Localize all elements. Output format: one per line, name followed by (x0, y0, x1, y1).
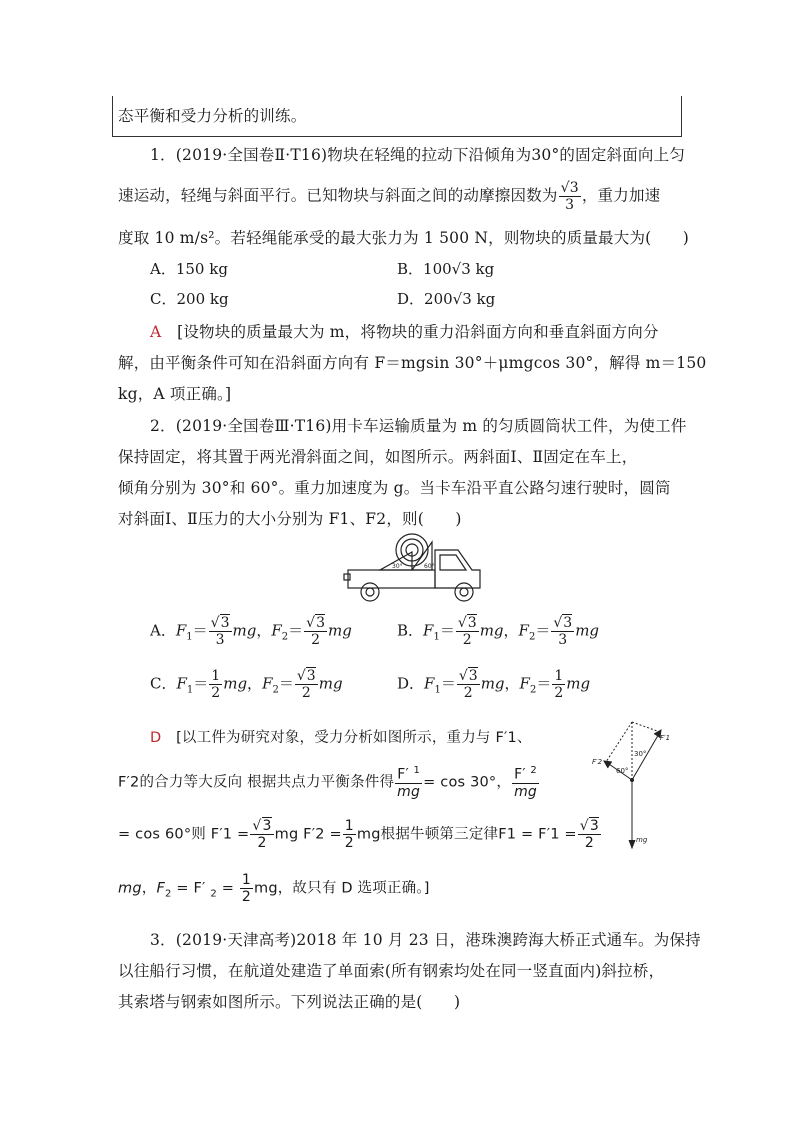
q2-answer-line1: D [以工件为研究对象，受力分析如图所示，重力与 F′1、 (150, 730, 532, 746)
q2-line4: 对斜面Ⅰ、Ⅱ压力的大小分别为 F1、F2，则( ) (118, 510, 462, 528)
q1-line3: 度取 10 m/s²。若轻绳能承受的最大张力为 1 500 N，则物块的质量最大为( ) (118, 229, 690, 247)
q1-line2: 速运动，轻绳与斜面平行。已知物块与斜面之间的动摩擦因数为 $\frac{√3}{3}$ ，重力加速 (118, 180, 661, 214)
truck-angle-60: 60° (424, 563, 435, 570)
label-f1: F′1 (660, 734, 671, 742)
q1-answer-line3: kg，A 项正确。] (118, 385, 232, 403)
q1-answer-line1: A [设物块的质量最大为 m，将物块的重力沿斜面方向和垂直斜面方向分 (150, 323, 659, 341)
q3-line1: 3．(2019·天津高考)2018 年 10 月 23 日，港珠澳跨海大桥正式通车。为保持 (150, 931, 701, 949)
intro-text: 态平衡和受力分析的训练。 (118, 107, 307, 125)
q1-option-b: B．100√3 kg (397, 260, 495, 278)
label-60: 60° (616, 767, 629, 775)
truck-figure (340, 530, 490, 605)
q2-line1: 2．(2019·全国卷Ⅲ·T16)用卡车运输质量为 m 的匀质圆筒状工件，为使工件 (150, 417, 687, 435)
q1-answer-letter: A (150, 323, 162, 341)
q1-option-a: A．150 kg (150, 260, 228, 278)
q1-answer-line2: 解，由平衡条件可知在沿斜面方向有 F＝mgsin 30°＋μmgcos 30°，解得 m＝150 (118, 354, 707, 372)
q2-line2: 保持固定，将其置于两光滑斜面之间，如图所示。两斜面Ⅰ、Ⅱ固定在车上， (118, 448, 638, 466)
q1-line1: 1．(2019·全国卷Ⅱ·T16)物块在轻绳的拉动下沿倾角为30°的固定斜面向上匀 (150, 146, 686, 164)
q2-option-d: D．$F_1=$ $\frac{√3}{2}$ mg，$F_2=$ $\frac{1}{2}$ mg (397, 668, 591, 702)
q2-answer-letter: D (150, 730, 162, 746)
q1-fraction: $\frac{√3}{3}$ (560, 180, 579, 214)
q3-line3: 其索塔与钢索如图所示。下列说法正确的是( ) (118, 993, 461, 1011)
force-diagram (590, 718, 680, 853)
label-30: 30° (634, 750, 647, 758)
q2-answer-line2: F′2的合力等大反向 根据共点力平衡条件得 $\frac{F' ^1}{mg}$ = cos 30°， $\frac{F' ^2}{mg}$ (118, 765, 538, 800)
q1-option-d: D．200√3 kg (397, 290, 496, 308)
q3-line2: 以往船行习惯，在航道处建造了单面索(所有钢索均处在同一竖直面内)斜拉桥， (118, 962, 665, 980)
q2-option-c: C．$F_1=$ $\frac{1}{2}$ mg，$F_2=$ $\frac{√3}{2}$ mg (150, 668, 343, 702)
q2-option-a: A．$F_1=$ $\frac{√3}{3}$ mg，$F_2=$ $\frac{√3}{2}$ mg (150, 615, 352, 649)
label-f2: F′2 (592, 758, 603, 766)
q1-option-c: C．200 kg (150, 290, 229, 308)
truck-angle-30: 30° (392, 563, 403, 570)
q2-line3: 倾角分别为 30°和 60°。重力加速度为 g。当卡车沿平直公路匀速行驶时，圆筒 (118, 479, 671, 497)
q2-option-b: B．$F_1=$ $\frac{√3}{2}$ mg，$F_2=$ $\frac{√3}{3}$ mg (397, 615, 600, 649)
q2-answer-line3: = cos 60°则 F′1 = $\frac{√3}{2}$ mg F′2 = $\frac{1}{2}$ mg根据牛顿第三定律F1 = F′1 = $\frac{√3}{2}$ (118, 818, 600, 852)
q2-answer-line4: mg，$F_2 = F'$ $_2$ = $\frac{1}{2}$ mg，故只有 D 选项正确。] (118, 872, 430, 906)
label-mg: mg (636, 836, 648, 844)
